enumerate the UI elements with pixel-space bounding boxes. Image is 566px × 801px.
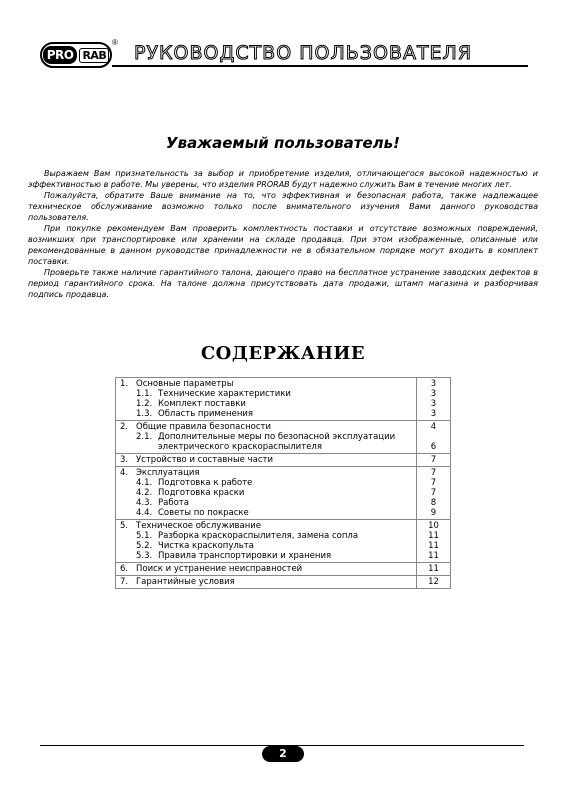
toc-section-number: 6. bbox=[120, 564, 129, 574]
toc-subsection-label[interactable]: Советы по покраске bbox=[158, 508, 249, 518]
toc-subsection-number: 5.3. bbox=[136, 551, 153, 561]
toc-page-cell bbox=[417, 563, 451, 576]
toc-subsection-number: 5.1. bbox=[136, 531, 153, 541]
toc-entry-cell bbox=[116, 421, 417, 454]
toc-entry-cell bbox=[116, 467, 417, 520]
toc-page-number: 8 bbox=[430, 498, 437, 508]
toc-subsection-label[interactable]: Комплект поставки bbox=[158, 399, 246, 409]
header-divider bbox=[112, 65, 528, 67]
logo-pro-text: PRO bbox=[43, 46, 78, 64]
toc-page-number: 11 bbox=[428, 564, 439, 574]
toc-page-number: 3 bbox=[430, 399, 437, 409]
toc-subsection-number: 1.3. bbox=[136, 409, 153, 419]
table-of-contents bbox=[115, 377, 451, 589]
toc-section-label[interactable]: Основные параметры bbox=[136, 379, 234, 389]
toc-page-number: 7 bbox=[430, 488, 437, 498]
toc-row bbox=[116, 563, 451, 576]
toc-page-number: 12 bbox=[428, 577, 439, 587]
toc-subsection-number: 2.1. bbox=[136, 432, 153, 442]
toc-row bbox=[116, 576, 451, 589]
toc-page-spacer bbox=[421, 432, 446, 442]
toc-page-cell bbox=[417, 520, 451, 563]
toc-subsection-label[interactable]: Подготовка краски bbox=[158, 488, 245, 498]
toc-row bbox=[116, 421, 451, 454]
toc-section-number: 2. bbox=[120, 422, 129, 432]
toc-section-label[interactable]: Поиск и устранение неисправностей bbox=[136, 564, 303, 574]
toc-page-number: 11 bbox=[428, 531, 439, 541]
toc-subsection-number: 1.1. bbox=[136, 389, 153, 399]
toc-page-cell bbox=[417, 454, 451, 467]
toc-page-cell bbox=[417, 576, 451, 589]
intro-paragraph: Выражаем Вам признательность за выбор и приобретение изделия, отличающегося высокой надежностью и эффективностью в работе. Мы уверены, что изделия PRORAB будут надежно служить Вам в течение многих лет. bbox=[28, 169, 538, 189]
page-number-badge: 2 bbox=[262, 746, 304, 762]
toc-subsection-label[interactable]: Чистка краскопульта bbox=[158, 541, 254, 551]
intro-paragraph: Проверьте также наличие гарантийного талона, дающего право на бесплатное устранение заводских дефектов в период гарантийного срока. На талоне должна присутствовать дата продажи, штамп магазина и разборчивая подпись продавца. bbox=[28, 268, 538, 299]
toc-page-number: 7 bbox=[430, 478, 437, 488]
toc-page-number: 6 bbox=[430, 442, 437, 452]
toc-entry-cell bbox=[116, 378, 417, 421]
toc-entry-cell bbox=[116, 454, 417, 467]
greeting-heading: Уважаемый пользователь! bbox=[166, 134, 400, 152]
toc-section-label[interactable]: Гарантийные условия bbox=[136, 577, 235, 587]
toc-page-cell bbox=[417, 467, 451, 520]
toc-page-number: 3 bbox=[430, 409, 437, 419]
toc-section-label[interactable]: Общие правила безопасности bbox=[136, 422, 271, 432]
toc-subsection-number: 1.2. bbox=[136, 399, 153, 409]
toc-subsection-label[interactable]: Правила транспортировки и хранения bbox=[158, 551, 332, 561]
toc-section-label[interactable]: Эксплуатация bbox=[136, 468, 200, 478]
registered-mark: ® bbox=[112, 38, 118, 47]
toc-subsection-label[interactable]: Технические характеристики bbox=[158, 389, 291, 399]
prorab-logo bbox=[40, 42, 112, 68]
toc-section-number: 3. bbox=[120, 455, 129, 465]
toc-subsection-label[interactable]: Дополнительные меры по безопасной эксплуатации bbox=[158, 432, 396, 442]
toc-title: СОДЕРЖАНИЕ bbox=[200, 343, 366, 364]
toc-page-number: 7 bbox=[430, 468, 437, 478]
toc-section-label[interactable]: Устройство и составные части bbox=[136, 455, 273, 465]
toc-entry-cell bbox=[116, 563, 417, 576]
toc-subsection-number: 5.2. bbox=[136, 541, 153, 551]
toc-subsection-label[interactable]: Область применения bbox=[158, 409, 254, 419]
toc-subsection-label[interactable]: Работа bbox=[158, 498, 189, 508]
toc-entry-cell bbox=[116, 576, 417, 589]
toc-page-number: 7 bbox=[430, 455, 437, 465]
toc-page-number: 10 bbox=[428, 521, 439, 531]
intro-text bbox=[28, 168, 538, 300]
toc-row bbox=[116, 378, 451, 421]
toc-page-cell bbox=[417, 421, 451, 454]
toc-section-label[interactable]: Техническое обслуживание bbox=[136, 521, 262, 531]
toc-page-number: 4 bbox=[430, 422, 437, 432]
toc-section-number: 1. bbox=[120, 379, 129, 389]
toc-section-number: 7. bbox=[120, 577, 129, 587]
toc-subsection-number: 4.4. bbox=[136, 508, 153, 518]
toc-page-number: 3 bbox=[430, 379, 437, 389]
page-header bbox=[40, 40, 528, 72]
toc-subsection-number: 4.2. bbox=[136, 488, 153, 498]
intro-paragraph: Пожалуйста, обратите Ваше внимание на то, что эффективная и безопасная работа, также надлежащее техническое обслуживание возможно только после внимательного изучения Вами данного руководства пользователя. bbox=[28, 191, 538, 222]
toc-section-number: 4. bbox=[120, 468, 129, 478]
toc-page-cell bbox=[417, 378, 451, 421]
logo-rab-text: RAB bbox=[79, 48, 109, 63]
toc-page-number: 9 bbox=[430, 508, 437, 518]
toc-page-number: 11 bbox=[428, 551, 439, 561]
intro-paragraph: При покупке рекомендуем Вам проверить комплектность поставки и отсутствие возможных повреждений, возникших при транспортировке или хранении на складе продавца. При этом изображенные, описанные или рекомендованные в данном руководстве принадлежности не в обязательном порядке могут входить в комплект поставки. bbox=[28, 224, 538, 266]
toc-row bbox=[116, 454, 451, 467]
toc-subsection-label[interactable]: Подготовка к работе bbox=[158, 478, 253, 488]
toc-row bbox=[116, 520, 451, 563]
toc-section-number: 5. bbox=[120, 521, 129, 531]
toc-page-number: 3 bbox=[430, 389, 437, 399]
toc-subsection-label-continued[interactable]: электрического краскораспылителя bbox=[158, 442, 322, 452]
toc-row bbox=[116, 467, 451, 520]
toc-subsection-number: 4.1. bbox=[136, 478, 153, 488]
header-title: РУКОВОДСТВО ПОЛЬЗОВАТЕЛЯ bbox=[134, 42, 473, 64]
toc-subsection-label[interactable]: Разборка краскораспылителя, замена сопла bbox=[158, 531, 359, 541]
toc-subsection-number: 4.3. bbox=[136, 498, 153, 508]
toc-entry-cell bbox=[116, 520, 417, 563]
toc-page-number: 11 bbox=[428, 541, 439, 551]
